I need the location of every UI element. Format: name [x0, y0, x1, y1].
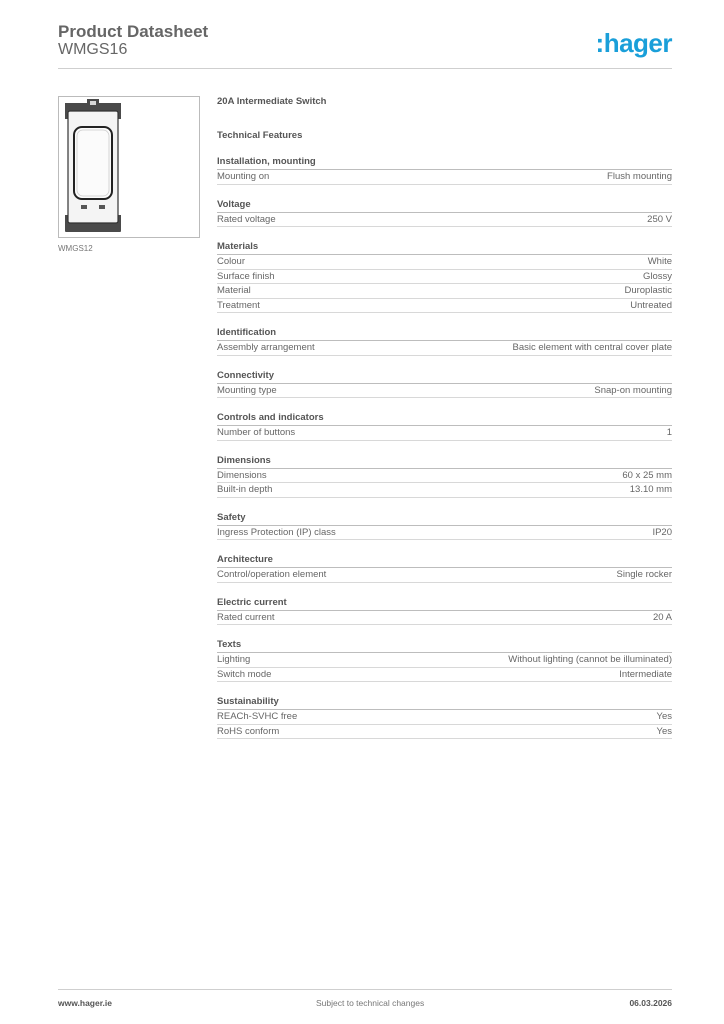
- spec-label: Surface finish: [217, 270, 275, 282]
- technical-features-title: Technical Features: [217, 130, 303, 141]
- spec-row: [217, 568, 672, 583]
- spec-row: [217, 299, 672, 314]
- spec-label: REACh-SVHC free: [217, 711, 298, 722]
- spec-value: White: [647, 256, 672, 267]
- spec-row: [217, 255, 672, 270]
- spec-label: Dimensions: [217, 469, 267, 481]
- spec-group: [217, 370, 672, 399]
- spec-label: Built-in depth: [217, 484, 273, 495]
- spec-group-title: Dimensions: [217, 455, 672, 469]
- spec-group: [217, 327, 672, 356]
- spec-row: [217, 213, 672, 228]
- spec-label: Material: [217, 285, 251, 296]
- switch-module-icon: [59, 97, 199, 237]
- spec-value: Glossy: [642, 270, 672, 282]
- spec-value: Yes: [656, 711, 672, 722]
- spec-group-title: Voltage: [217, 199, 672, 213]
- spec-row: [217, 668, 672, 683]
- spec-value: Without lighting (cannot be illuminated): [508, 654, 672, 665]
- spec-group: [217, 696, 672, 739]
- spec-value: Basic element with central cover plate: [512, 342, 672, 353]
- product-image: [58, 96, 200, 238]
- spec-group-title: Controls and indicators: [217, 412, 672, 426]
- spec-value: Snap-on mounting: [594, 384, 672, 396]
- spec-group-title: Materials: [217, 241, 672, 255]
- spec-row: [217, 483, 672, 498]
- spec-label: Mounting on: [217, 171, 270, 182]
- spec-row: [217, 341, 672, 356]
- spec-label: Switch mode: [217, 668, 272, 680]
- spec-row: [217, 653, 672, 668]
- spec-row: [217, 469, 672, 484]
- spec-row: [217, 710, 672, 725]
- spec-value: Single rocker: [616, 569, 672, 580]
- spec-value: Flush mounting: [607, 171, 672, 182]
- spec-row: [217, 270, 672, 285]
- spec-value: Duroplastic: [624, 285, 672, 296]
- spec-value: 1: [666, 427, 672, 438]
- product-image-caption: WMGS12: [58, 244, 93, 253]
- footer-url[interactable]: www.hager.ie: [58, 998, 113, 1008]
- spec-label: Treatment: [217, 299, 260, 311]
- spec-group: [217, 639, 672, 682]
- footer-note: Subject to technical changes: [316, 998, 425, 1008]
- spec-value: 250 V: [647, 213, 672, 225]
- spec-value: 60 x 25 mm: [622, 469, 672, 481]
- spec-row: [217, 384, 672, 399]
- spec-label: Number of buttons: [217, 427, 296, 438]
- spec-value: 20 A: [652, 611, 672, 623]
- spec-group-title: Installation, mounting: [217, 156, 672, 170]
- spec-value: Yes: [656, 725, 672, 737]
- spec-row: [217, 611, 672, 626]
- spec-group-title: Texts: [217, 639, 672, 653]
- spec-value: 13.10 mm: [629, 484, 672, 495]
- spec-row: [217, 725, 672, 740]
- spec-section: [217, 96, 672, 739]
- spec-group-title: Identification: [217, 327, 672, 341]
- spec-group: [217, 554, 672, 583]
- spec-value: Untreated: [630, 299, 672, 311]
- spec-label: Control/operation element: [217, 569, 327, 580]
- spec-row: [217, 426, 672, 441]
- header-divider: [58, 68, 672, 69]
- spec-group: [217, 241, 672, 313]
- spec-value: IP20: [652, 526, 672, 538]
- spec-group-title: Connectivity: [217, 370, 672, 384]
- spec-label: Rated voltage: [217, 213, 276, 225]
- page-title: Product Datasheet: [58, 22, 209, 41]
- spec-label: Mounting type: [217, 384, 277, 396]
- spec-groups: [217, 156, 672, 739]
- page-header: [58, 22, 208, 59]
- footer-divider: [58, 989, 672, 990]
- spec-group: [217, 199, 672, 228]
- spec-value: Intermediate: [619, 668, 672, 680]
- spec-group: [217, 156, 672, 185]
- spec-label: Ingress Protection (IP) class: [217, 526, 336, 538]
- spec-group-title: Architecture: [217, 554, 672, 568]
- product-code: WMGS16: [58, 41, 128, 58]
- spec-group: [217, 512, 672, 541]
- hager-logo: :hager: [595, 28, 672, 58]
- spec-row: [217, 526, 672, 541]
- spec-group-title: Electric current: [217, 597, 672, 611]
- spec-group: [217, 597, 672, 626]
- spec-label: RoHS conform: [217, 725, 280, 737]
- spec-group-title: Sustainability: [217, 696, 672, 710]
- spec-group: [217, 412, 672, 441]
- spec-row: [217, 284, 672, 299]
- spec-group: [217, 455, 672, 498]
- spec-group-title: Safety: [217, 512, 672, 526]
- product-name: 20A Intermediate Switch: [217, 96, 327, 107]
- spec-row: [217, 170, 672, 185]
- spec-label: Assembly arrangement: [217, 342, 315, 353]
- spec-label: Lighting: [217, 654, 251, 665]
- footer-date: 06.03.2026: [629, 998, 672, 1008]
- spec-label: Rated current: [217, 611, 275, 623]
- spec-label: Colour: [217, 256, 245, 267]
